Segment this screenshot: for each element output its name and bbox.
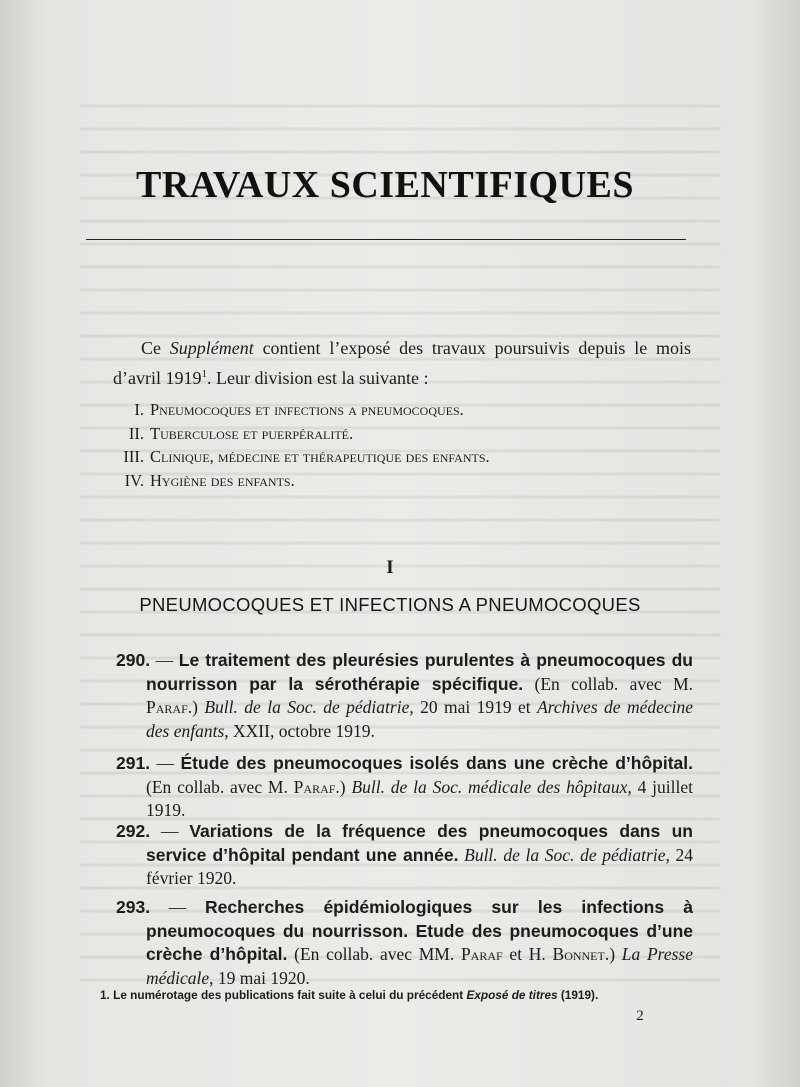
entry-292: 292. — Variations de la fréquence des pneumocoques dans un service d’hôpital pendant une année. Bull. de la Soc. de pédiatrie, 24 février 1920. [116, 821, 694, 889]
division-item: III. Clinique, médecine et thérapeutique des enfants. [123, 447, 490, 466]
title-rule [86, 239, 686, 240]
page-title: TRAVAUX SCIENTIFIQUES [136, 164, 634, 206]
intro-text-2: contient l’exposé des travaux poursuivis depuis le mois d’avril 1919 [113, 338, 691, 388]
intro-text-3: . Leur division est la suivante : [206, 368, 429, 388]
division-item: IV. Hygiène des enfants. [124, 470, 295, 490]
intro-supplement: Supplément [169, 338, 254, 358]
entry-291: 291. — Étude des pneumocoques isolés dans une crèche d’hôpital. (En collab. avec M. Paraf.) Bull. de la Soc. médicale des hôpitaux, 4 juillet 1919. [116, 753, 694, 821]
division-item: I. Pneumocoques et infections a pneumocoques. [134, 400, 464, 419]
intro-paragraph [113, 335, 691, 391]
entry-290: 290. — Le traitement des pleurésies purulentes à pneumocoques du nourrisson par la sérothérapie spécifique. (En collab. avec M. Paraf.) Bull. de la Soc. de pédiatrie, 20 mai 1919 et Archives de médecine des enfants, XXII, octobre 1919. [116, 650, 694, 741]
intro-text-1: Ce [141, 338, 170, 358]
division-list [104, 398, 704, 492]
footnote-ref: 1 [201, 368, 207, 380]
footnote: 1. Le numérotage des publications fait suite à celui du précédent Exposé de titres (1919). [100, 988, 599, 1002]
section-number: I [386, 557, 394, 578]
page-number: 2 [636, 1008, 644, 1024]
section-title: PNEUMOCOQUES ET INFECTIONS A PNEUMOCOQUES [139, 594, 641, 615]
division-item: II. Tuberculose et puerpéralité. [128, 423, 354, 443]
entry-293: 293. — Recherches épidémiologiques sur les infections à pneumocoques du nourrisson. Etude des pneumocoques d’une crèche d’hôpital. (En collab. avec MM. Paraf et H. Bonnet.) La Presse médicale, 19 mai 1920. [116, 897, 693, 988]
